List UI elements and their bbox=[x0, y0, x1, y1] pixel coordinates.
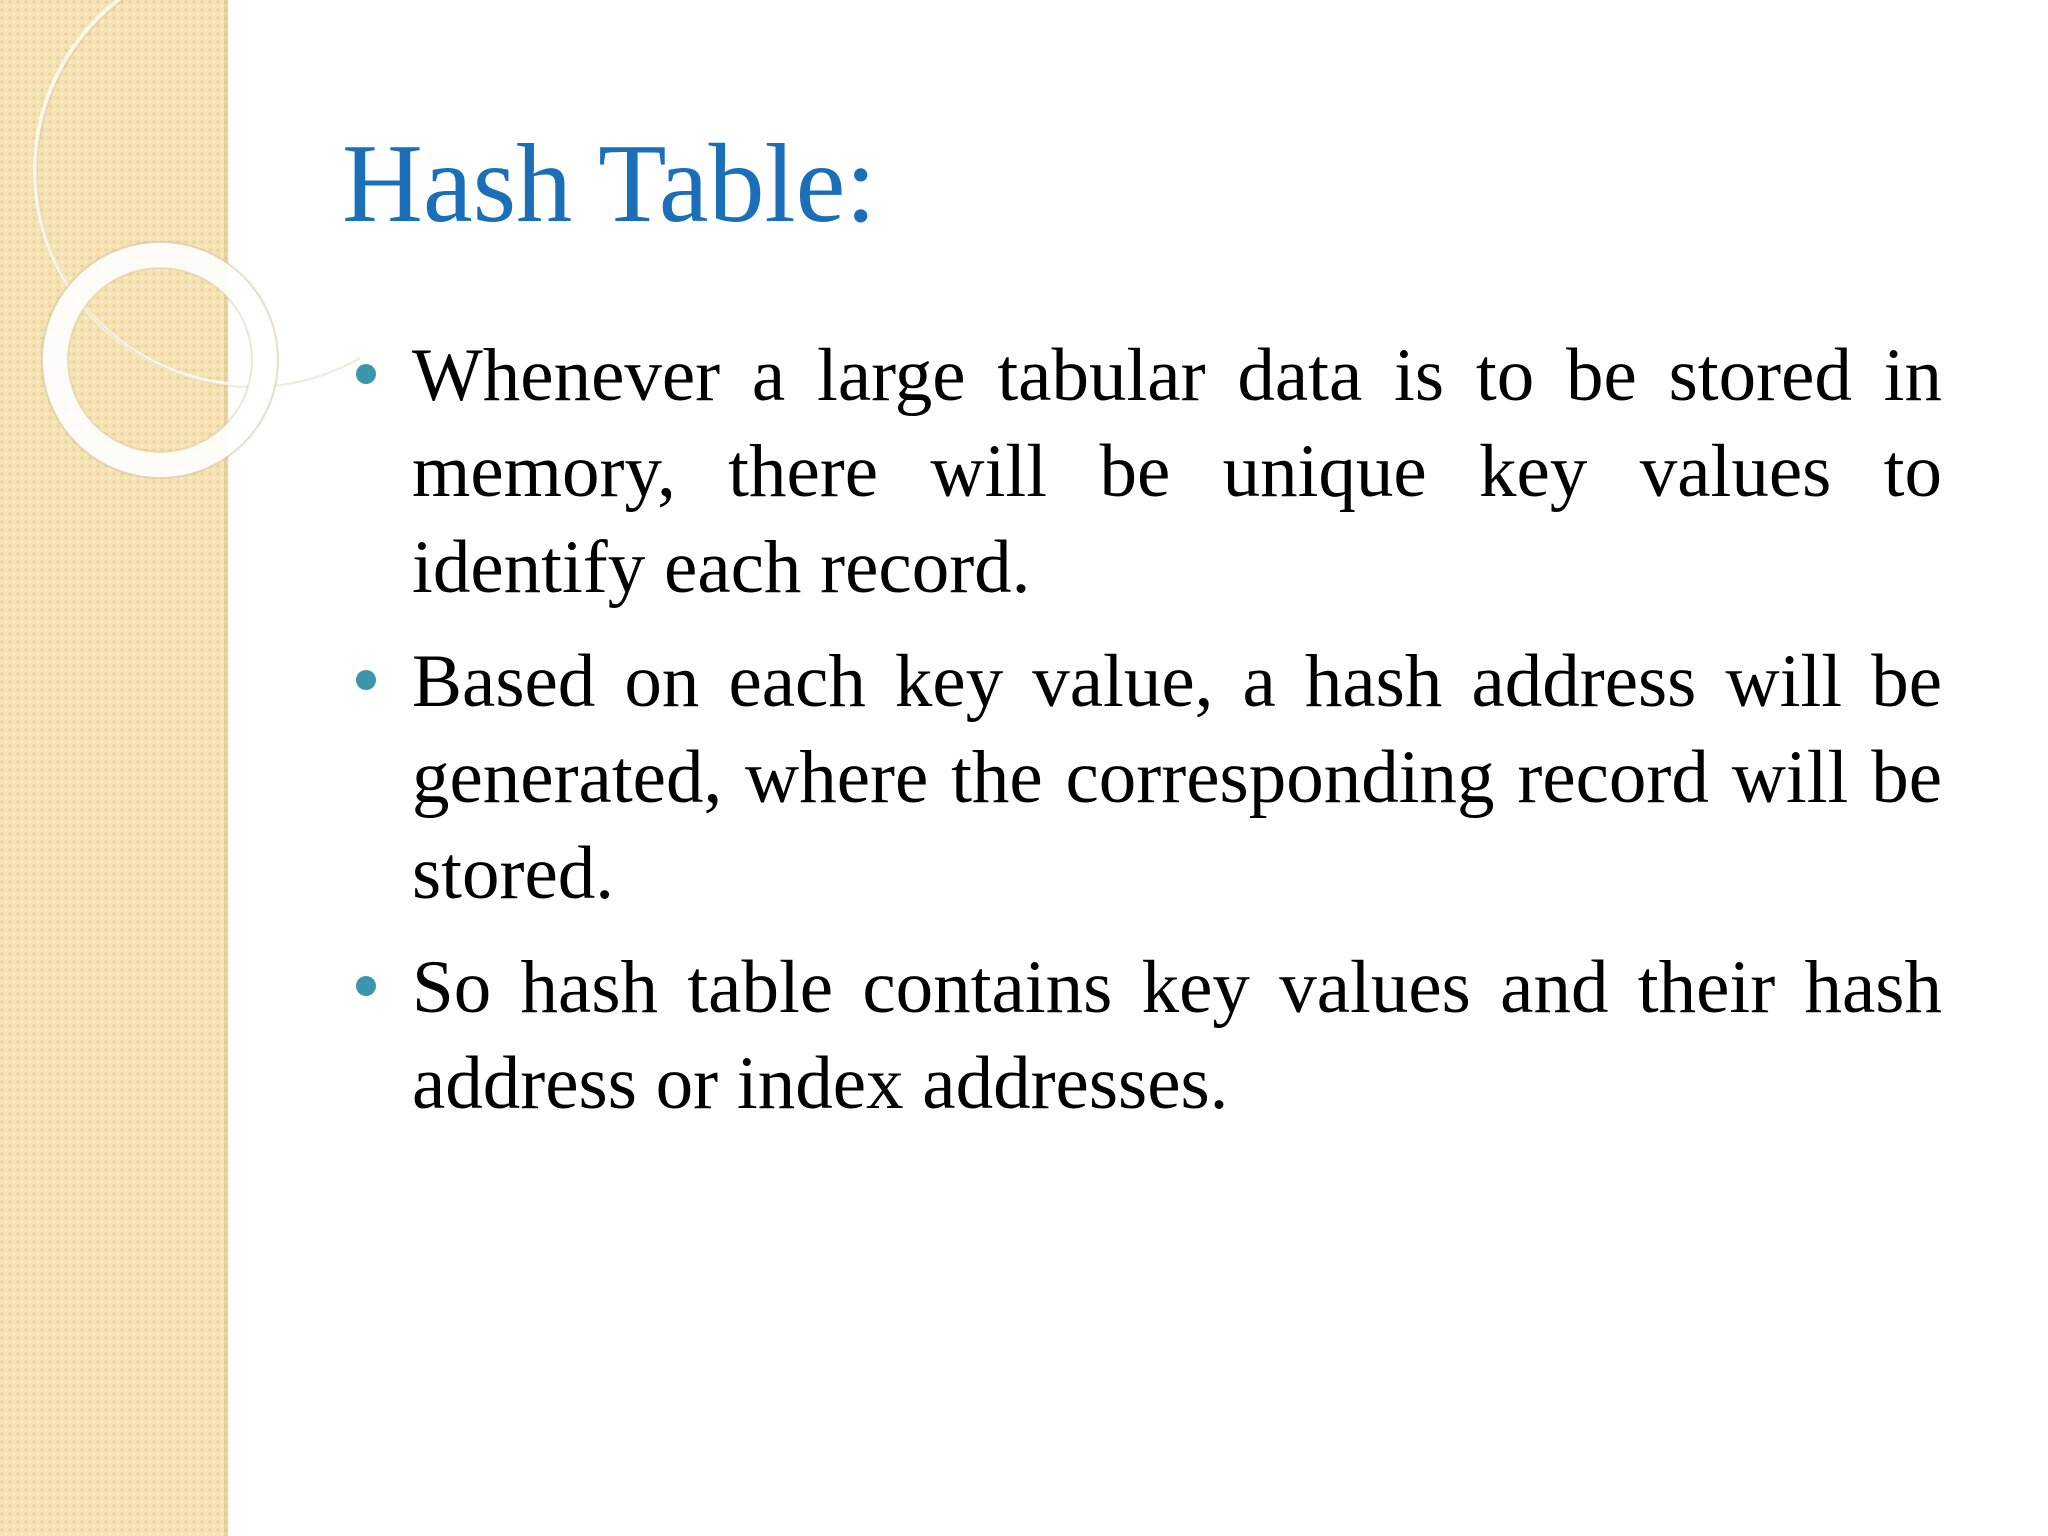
large-ring bbox=[35, 0, 360, 385]
slide-title: Hash Table: bbox=[342, 122, 877, 246]
bullet-dot-icon bbox=[356, 364, 376, 384]
bullet-dot-icon bbox=[356, 976, 376, 996]
bullet-dot-icon bbox=[356, 670, 376, 690]
bullet-item bbox=[342, 940, 1942, 1132]
bullet-item bbox=[342, 634, 1942, 922]
large-ring-shadow bbox=[37, 0, 360, 387]
bullet-text: Based on each key value, a hash address will be generated, where the corresponding record will be stored. bbox=[412, 640, 1942, 915]
bullet-item bbox=[342, 328, 1942, 616]
decorative-rings-icon bbox=[0, 0, 360, 520]
small-ring-inner-outline bbox=[68, 268, 252, 452]
small-ring bbox=[55, 255, 265, 465]
bullet-list bbox=[342, 328, 1942, 1150]
bullet-text: So hash table contains key values and their hash address or index addresses. bbox=[412, 946, 1942, 1125]
bullet-text: Whenever a large tabular data is to be stored in memory, there will be unique key values to identify each record. bbox=[412, 334, 1942, 609]
